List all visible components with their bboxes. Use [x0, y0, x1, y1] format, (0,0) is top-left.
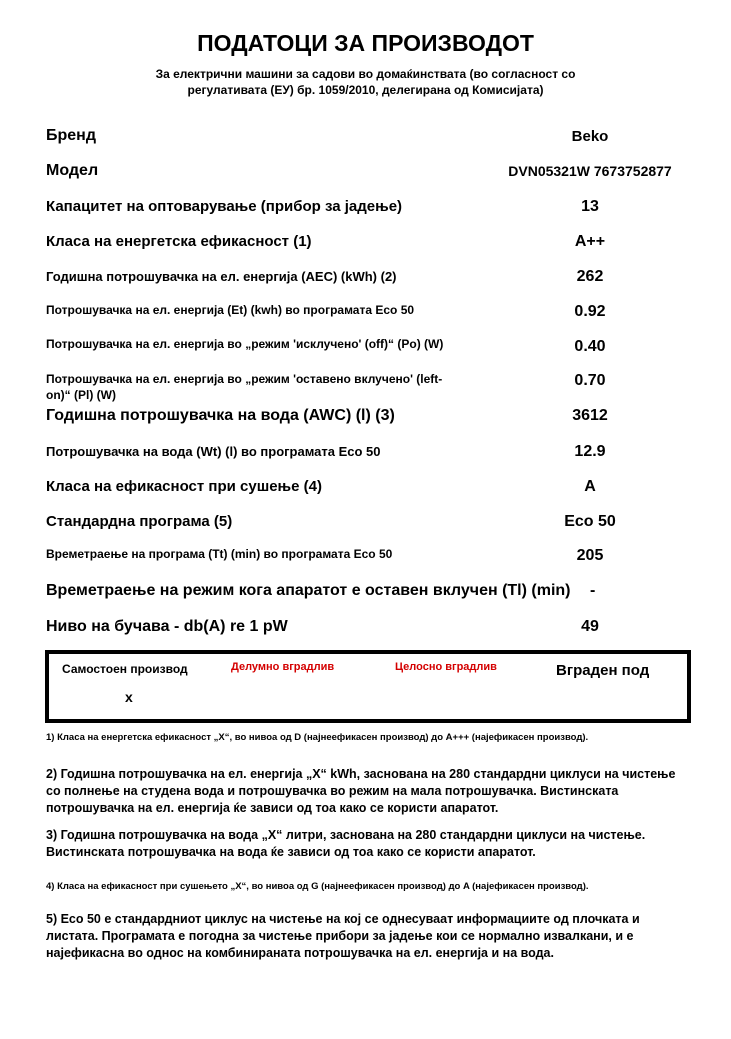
row-value-tl: - — [590, 582, 596, 599]
full-builtin-label: Целосно вградлив — [395, 661, 497, 673]
row-value-wt: 12.9 — [574, 443, 606, 460]
row-label-wt: Потрошувачка на вода (Wt) (l) во програмата Eco 50 — [46, 444, 381, 459]
page-title: ПОДАТОЦИ ЗА ПРОИЗВОДОТ — [197, 30, 534, 56]
row-value-standard-program: Eco 50 — [564, 513, 616, 530]
row-label-awc: Годишна потрошувачка на вода (AWC) (l) (3) — [46, 407, 395, 424]
row-label-capacity: Капацитет на оптоварување (прибор за јадење) — [46, 198, 403, 215]
row-label-noise: Ниво на бучава - db(A) re 1 pW — [46, 618, 288, 635]
row-value-model: DVN05321W 7673752877 — [508, 163, 672, 179]
freestanding-mark: x — [125, 689, 133, 705]
row-label-tl: Времетраење на режим кога апаратот е оставен вклучен (Tl) (min) — [46, 582, 571, 599]
row-value-brand: Beko — [571, 128, 609, 145]
footnote-1: 1) Класа на енергетска ефикасност „X“, во нивоа од D (најнеефикасен производ) до A+++ (најефикасен производ). — [46, 732, 589, 743]
row-label-drying-class: Класа на ефикасност при сушење (4) — [46, 478, 322, 495]
row-value-pl: 0.70 — [574, 372, 606, 389]
footnote-3: 3) Годишна потрошувачка на вода „X“ литри, заснована на 280 стандардни циклуси на чистење. Вистинската потрошувачка на вода ќе зависи од тоа како се користи апаратот. — [46, 828, 646, 859]
partial-builtin-label: Делумно вградлив — [231, 661, 335, 673]
row-label-brand: Бренд — [46, 127, 96, 144]
installation-type-box — [45, 650, 691, 723]
row-label-et: Потрошувачка на ел. енергија (Et) (kwh) во програмата Eco 50 — [46, 303, 415, 317]
row-label-aec: Годишна потрошувачка на ел. енергија (AEC) (kWh) (2) — [46, 269, 397, 284]
row-value-capacity: 13 — [581, 198, 599, 215]
row-value-drying-class: A — [584, 478, 596, 495]
freestanding-label: Самостоен производ — [62, 662, 188, 676]
row-label-pl: Потрошувачка на ел. енергија во „режим 'оставено вклучено' (left-on)“ (Pl) (W) — [46, 372, 443, 402]
row-label-energy-class: Класа на енергетска ефикасност (1) — [46, 233, 312, 250]
footnote-2: 2) Годишна потрошувачка на ел. енергија „X“ kWh, заснована на 280 стандардни циклуси на чистење со полнење на студена вода и потрошувачка во режим на мала потрошувачка. Вистинската потрошувачка на ел. енергија ќе зависи од тоа како се користи апаратот. — [46, 767, 676, 815]
under-builtin-label: Вграден под — [556, 662, 650, 679]
row-value-po: 0.40 — [574, 338, 606, 355]
row-value-et: 0.92 — [574, 303, 606, 320]
row-label-tt: Времетраење на програма (Tt) (min) во програмата Eco 50 — [46, 547, 393, 561]
row-label-po: Потрошувачка на ел. енергија во „режим 'исклучено' (off)“ (Po) (W) — [46, 337, 444, 351]
row-value-tt: 205 — [576, 547, 604, 564]
row-value-aec: 262 — [576, 268, 604, 285]
row-value-noise: 49 — [581, 618, 599, 635]
row-value-awc: 3612 — [572, 407, 608, 424]
footnote-4: 4) Класа на ефикасност при сушењето „X“, во нивоа од G (најнеефикасен производ) до A (најефикасен производ). — [46, 881, 589, 892]
page-subtitle: За електрични машини за садови во домаќинствата (во согласност со регулативата (ЕУ) бр. 1059/2010, делегирана од Комисијата) — [155, 67, 576, 97]
row-value-energy-class: A++ — [574, 233, 606, 250]
footnote-5: 5) Eco 50 е стандардниот циклус на чистење на кој се однесуваат информациите од плочката и листата. Програмата е погодна за чистење прибори за јадење кои се нормално извалкани, и е најефикасна во однос на комбинираната потрошувачка на ел. енергија и на вода. — [46, 912, 640, 960]
row-label-standard-program: Стандардна програма (5) — [46, 513, 233, 530]
row-label-model: Модел — [46, 162, 99, 179]
